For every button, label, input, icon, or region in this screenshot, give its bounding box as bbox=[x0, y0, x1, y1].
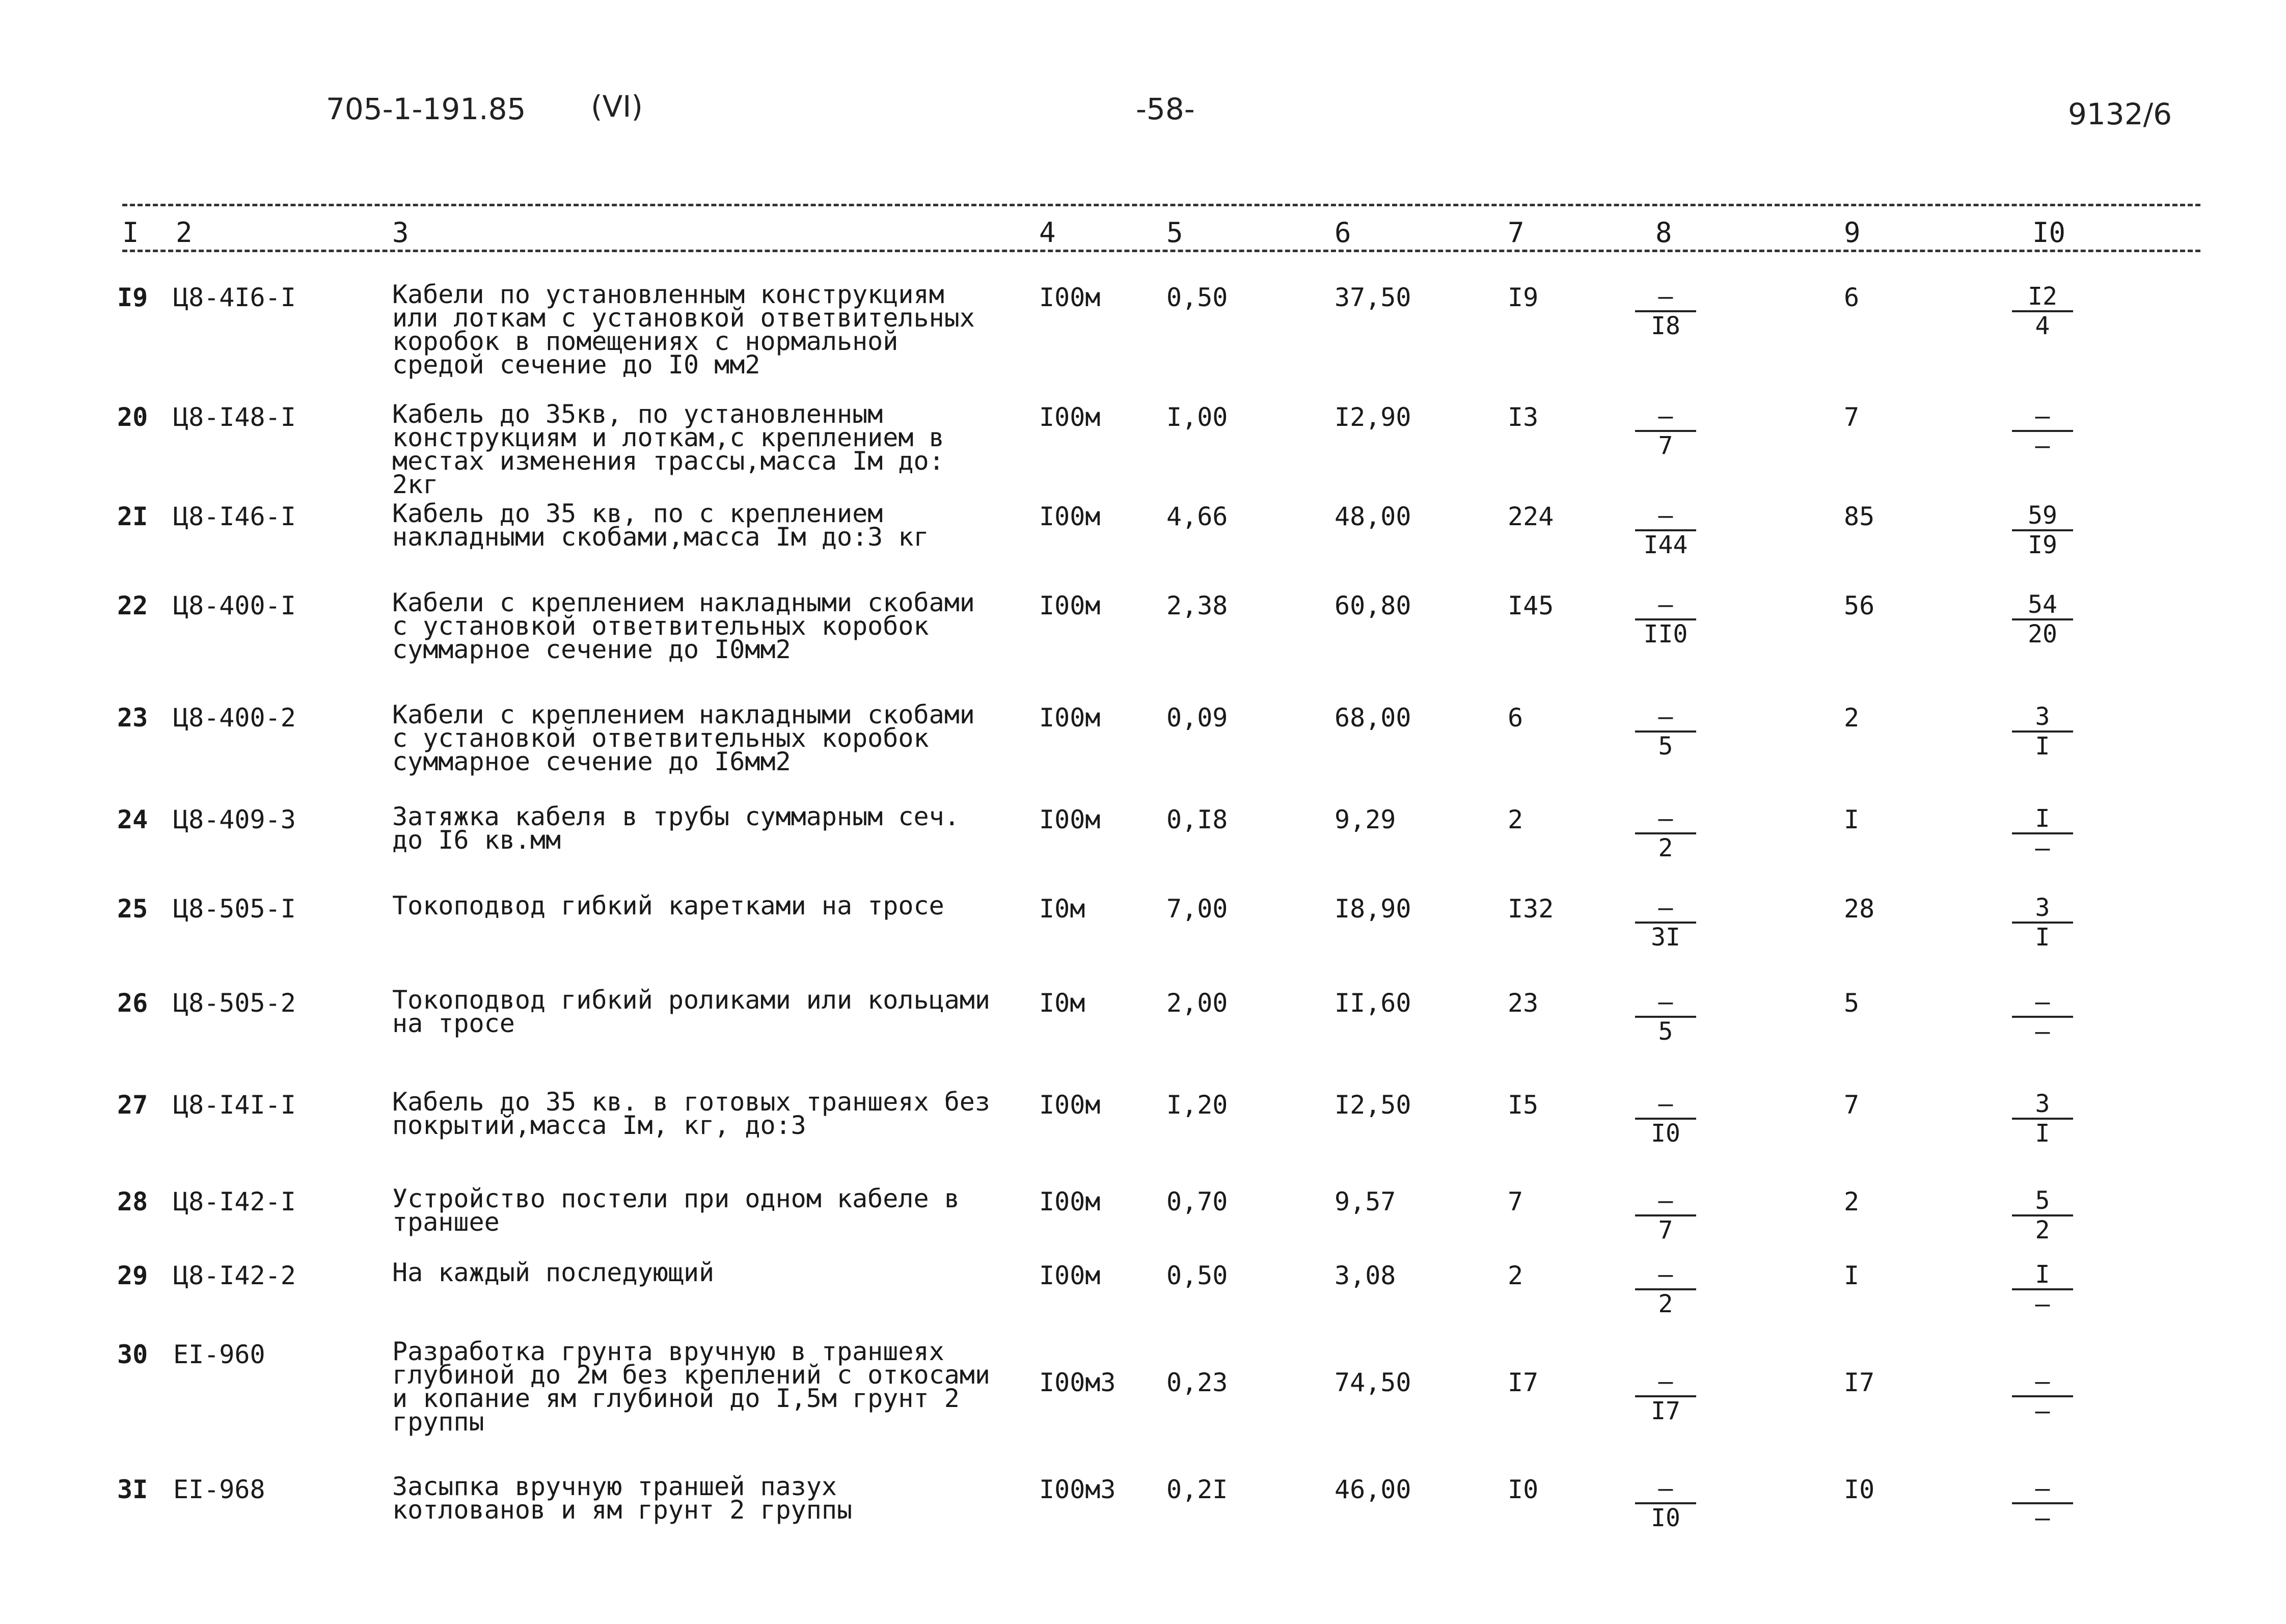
unit: I0м bbox=[1039, 988, 1085, 1018]
document-code: 705-1-191.85 bbox=[326, 92, 526, 126]
column-number: 7 bbox=[1508, 216, 1525, 249]
unit: I00м bbox=[1039, 1090, 1101, 1120]
row-number: 2I bbox=[117, 502, 148, 531]
total-cost: 224 bbox=[1508, 502, 1554, 531]
quantity: 4,66 bbox=[1166, 502, 1228, 531]
fraction-numerator: – bbox=[1635, 502, 1696, 531]
row-number: 23 bbox=[117, 703, 148, 733]
column-8-fraction bbox=[1635, 1187, 1696, 1244]
rate-code: Ц8-505-I bbox=[173, 894, 296, 924]
fraction-denominator: II0 bbox=[1643, 620, 1688, 648]
rate-code: Ц8-400-2 bbox=[173, 703, 296, 733]
fraction-numerator: – bbox=[1635, 988, 1696, 1018]
table-top-divider bbox=[122, 204, 2200, 206]
unit: I00м bbox=[1039, 402, 1101, 432]
column-8-fraction bbox=[1635, 591, 1696, 648]
column-10-fraction bbox=[2012, 1187, 2073, 1244]
unit: I0м bbox=[1039, 894, 1085, 924]
fraction-numerator: 54 bbox=[2012, 591, 2073, 620]
work-description: Кабели по установленным конструкциям или лоткам с установкой ответвительных коробок в помещениях с нормальной средой сечение до I0 мм2 bbox=[392, 280, 975, 380]
column-number: 4 bbox=[1039, 216, 1056, 249]
rate-code: Ц8-4I6-I bbox=[173, 283, 296, 312]
quantity: 7,00 bbox=[1166, 894, 1228, 924]
rate-code: Ц8-I48-I bbox=[173, 402, 296, 432]
rate-code: Ц8-505-2 bbox=[173, 988, 296, 1018]
column-number: I0 bbox=[2032, 216, 2066, 249]
column-8-fraction bbox=[1635, 283, 1696, 340]
column-9-value: I bbox=[1844, 1261, 1860, 1290]
fraction-denominator: 3I bbox=[1651, 923, 1680, 952]
fraction-numerator: 3 bbox=[2012, 1090, 2073, 1120]
fraction-denominator: 4 bbox=[2035, 312, 2050, 340]
unit: I00м3 bbox=[1039, 1475, 1116, 1504]
column-9-value: 85 bbox=[1844, 502, 1875, 531]
row-number: 26 bbox=[117, 988, 148, 1018]
unit-price: 9,29 bbox=[1335, 805, 1396, 834]
column-8-fraction bbox=[1635, 703, 1696, 760]
column-10-fraction bbox=[2012, 894, 2073, 951]
quantity: 0,2I bbox=[1166, 1475, 1228, 1504]
total-cost: I3 bbox=[1508, 402, 1539, 432]
fraction-numerator: 59 bbox=[2012, 502, 2073, 531]
quantity: 0,23 bbox=[1166, 1368, 1228, 1397]
fraction-denominator: – bbox=[2035, 1397, 2050, 1425]
fraction-numerator: I2 bbox=[2012, 283, 2073, 312]
quantity: 0,09 bbox=[1166, 703, 1228, 733]
fraction-numerator: – bbox=[1635, 1475, 1696, 1504]
unit-price: II,60 bbox=[1335, 988, 1411, 1018]
column-number: 3 bbox=[392, 216, 409, 249]
page-number: -58- bbox=[1136, 92, 1195, 126]
unit-price: 48,00 bbox=[1335, 502, 1411, 531]
work-description: Кабель до 35 кв. в готовых траншеях без покрытий,масса Iм, кг, до:3 bbox=[392, 1087, 990, 1140]
fraction-numerator: – bbox=[2012, 1368, 2073, 1397]
work-description: Кабель до 35 кв, по с креплением накладными скобами,масса Iм до:3 кг bbox=[392, 499, 929, 552]
total-cost: 6 bbox=[1508, 703, 1523, 733]
column-9-value: 7 bbox=[1844, 402, 1860, 432]
fraction-denominator: 20 bbox=[2028, 620, 2057, 648]
work-description: Кабели с креплением накладными скобами с установкой ответвительных коробок суммарное сечение до I0мм2 bbox=[392, 588, 975, 664]
fraction-numerator: – bbox=[1635, 591, 1696, 620]
rate-code: Ц8-400-I bbox=[173, 591, 296, 620]
column-10-fraction bbox=[2012, 1368, 2073, 1425]
column-9-value: I bbox=[1844, 805, 1860, 834]
fraction-denominator: 5 bbox=[1658, 732, 1673, 761]
work-description: Кабель до 35кв, по установленным конструкциям и лоткам,с креплением в местах изменения трассы,масса Iм до: 2кг bbox=[392, 399, 944, 499]
work-description: На каждый последующий bbox=[392, 1258, 715, 1287]
fraction-numerator: I bbox=[2012, 1261, 2073, 1290]
fraction-denominator: 7 bbox=[1658, 1216, 1673, 1244]
quantity: 0,50 bbox=[1166, 1261, 1228, 1290]
column-8-fraction bbox=[1635, 894, 1696, 951]
unit-price: 46,00 bbox=[1335, 1475, 1411, 1504]
quantity: 0,70 bbox=[1166, 1187, 1228, 1216]
work-description: Устройство постели при одном кабеле в траншее bbox=[392, 1184, 960, 1237]
work-description: Разработка грунта вручную в траншеях глубиной до 2м без креплений с откосами и копание ям глубиной до I,5м грунт 2 группы bbox=[392, 1337, 990, 1437]
unit-price: I8,90 bbox=[1335, 894, 1411, 924]
fraction-denominator: – bbox=[2035, 431, 2050, 460]
column-8-fraction bbox=[1635, 402, 1696, 459]
unit-price: 68,00 bbox=[1335, 703, 1411, 733]
fraction-numerator: – bbox=[2012, 402, 2073, 432]
fraction-denominator: I44 bbox=[1643, 531, 1688, 559]
column-10-fraction bbox=[2012, 402, 2073, 459]
fraction-denominator: 2 bbox=[1658, 834, 1673, 862]
total-cost: 2 bbox=[1508, 805, 1523, 834]
fraction-numerator: 3 bbox=[2012, 894, 2073, 924]
rate-code: EI-968 bbox=[173, 1475, 265, 1504]
column-9-value: 28 bbox=[1844, 894, 1875, 924]
column-number: 8 bbox=[1655, 216, 1672, 249]
column-10-fraction bbox=[2012, 591, 2073, 648]
unit-price: 37,50 bbox=[1335, 283, 1411, 312]
column-10-fraction bbox=[2012, 805, 2073, 862]
column-9-value: I7 bbox=[1844, 1368, 1875, 1397]
row-number: 22 bbox=[117, 591, 148, 620]
fraction-numerator: – bbox=[1635, 703, 1696, 733]
fraction-numerator: 5 bbox=[2012, 1187, 2073, 1216]
unit: I00м bbox=[1039, 1261, 1101, 1290]
fraction-numerator: – bbox=[1635, 1261, 1696, 1290]
total-cost: 7 bbox=[1508, 1187, 1523, 1216]
row-number: 25 bbox=[117, 894, 148, 924]
column-10-fraction bbox=[2012, 1475, 2073, 1532]
column-9-value: 2 bbox=[1844, 703, 1860, 733]
fraction-denominator: – bbox=[2035, 1017, 2050, 1046]
fraction-denominator: – bbox=[2035, 1290, 2050, 1318]
fraction-denominator: I7 bbox=[1651, 1397, 1680, 1425]
column-number: I bbox=[122, 216, 139, 249]
fraction-numerator: 3 bbox=[2012, 703, 2073, 733]
fraction-denominator: I8 bbox=[1651, 312, 1680, 340]
quantity: I,00 bbox=[1166, 402, 1228, 432]
fraction-numerator: I bbox=[2012, 805, 2073, 834]
column-9-value: I0 bbox=[1844, 1475, 1875, 1504]
unit: I00м3 bbox=[1039, 1368, 1116, 1397]
quantity: 0,50 bbox=[1166, 283, 1228, 312]
column-10-fraction bbox=[2012, 283, 2073, 340]
column-10-fraction bbox=[2012, 703, 2073, 760]
row-number: 20 bbox=[117, 402, 148, 432]
rate-code: Ц8-409-3 bbox=[173, 805, 296, 834]
total-cost: I9 bbox=[1508, 283, 1539, 312]
column-10-fraction bbox=[2012, 988, 2073, 1045]
rate-code: Ц8-I46-I bbox=[173, 502, 296, 531]
rate-code: EI-960 bbox=[173, 1340, 265, 1369]
column-number: 5 bbox=[1166, 216, 1183, 249]
fraction-denominator: 7 bbox=[1658, 431, 1673, 460]
work-description: Затяжка кабеля в трубы суммарным сеч. до I6 кв.мм bbox=[392, 802, 960, 855]
fraction-denominator: 2 bbox=[2035, 1216, 2050, 1244]
fraction-denominator: I bbox=[2035, 923, 2050, 952]
total-cost: 23 bbox=[1508, 988, 1539, 1018]
unit-price: I2,90 bbox=[1335, 402, 1411, 432]
unit-price: 74,50 bbox=[1335, 1368, 1411, 1397]
row-number: 3I bbox=[117, 1475, 148, 1504]
quantity: 2,38 bbox=[1166, 591, 1228, 620]
unit: I00м bbox=[1039, 703, 1101, 733]
row-number: 29 bbox=[117, 1261, 148, 1290]
column-number: 2 bbox=[176, 216, 193, 249]
unit: I00м bbox=[1039, 502, 1101, 531]
unit-price: I2,50 bbox=[1335, 1090, 1411, 1120]
fraction-numerator: – bbox=[1635, 402, 1696, 432]
total-cost: I45 bbox=[1508, 591, 1554, 620]
fraction-denominator: – bbox=[2035, 1504, 2050, 1532]
unit: I00м bbox=[1039, 591, 1101, 620]
row-number: 27 bbox=[117, 1090, 148, 1120]
column-10-fraction bbox=[2012, 1090, 2073, 1147]
column-9-value: 7 bbox=[1844, 1090, 1860, 1120]
fraction-numerator: – bbox=[1635, 805, 1696, 834]
total-cost: I7 bbox=[1508, 1368, 1539, 1397]
fraction-numerator: – bbox=[1635, 1090, 1696, 1120]
column-8-fraction bbox=[1635, 502, 1696, 559]
fraction-numerator: – bbox=[1635, 283, 1696, 312]
row-number: 24 bbox=[117, 805, 148, 834]
rate-code: Ц8-I42-I bbox=[173, 1187, 296, 1216]
unit-price: 9,57 bbox=[1335, 1187, 1396, 1216]
row-number: I9 bbox=[117, 283, 148, 312]
unit-price: 3,08 bbox=[1335, 1261, 1396, 1290]
unit-price: 60,80 bbox=[1335, 591, 1411, 620]
column-8-fraction bbox=[1635, 1261, 1696, 1318]
column-number: 9 bbox=[1844, 216, 1861, 249]
total-cost: 2 bbox=[1508, 1261, 1523, 1290]
total-cost: I32 bbox=[1508, 894, 1554, 924]
table-header-divider bbox=[122, 250, 2200, 252]
fraction-numerator: – bbox=[2012, 988, 2073, 1018]
fraction-denominator: 2 bbox=[1658, 1290, 1673, 1318]
column-8-fraction bbox=[1635, 1368, 1696, 1425]
work-description: Засыпка вручную траншей пазух котлованов и ям грунт 2 группы bbox=[392, 1472, 853, 1525]
fraction-numerator: – bbox=[1635, 1187, 1696, 1216]
volume-number: (VI) bbox=[591, 89, 643, 124]
column-8-fraction bbox=[1635, 988, 1696, 1045]
work-description: Кабели с креплением накладными скобами с установкой ответвительных коробок суммарное сечение до I6мм2 bbox=[392, 700, 975, 776]
column-8-fraction bbox=[1635, 1475, 1696, 1532]
column-9-value: 5 bbox=[1844, 988, 1860, 1018]
quantity: 0,I8 bbox=[1166, 805, 1228, 834]
unit: I00м bbox=[1039, 1187, 1101, 1216]
total-cost: I5 bbox=[1508, 1090, 1539, 1120]
fraction-denominator: – bbox=[2035, 834, 2050, 862]
row-number: 30 bbox=[117, 1340, 148, 1369]
quantity: 2,00 bbox=[1166, 988, 1228, 1018]
column-10-fraction bbox=[2012, 1261, 2073, 1318]
column-number: 6 bbox=[1335, 216, 1351, 249]
fraction-numerator: – bbox=[1635, 1368, 1696, 1397]
fraction-denominator: I0 bbox=[1651, 1119, 1680, 1148]
column-9-value: 2 bbox=[1844, 1187, 1860, 1216]
column-8-fraction bbox=[1635, 1090, 1696, 1147]
column-9-value: 6 bbox=[1844, 283, 1860, 312]
quantity: I,20 bbox=[1166, 1090, 1228, 1120]
fraction-numerator: – bbox=[1635, 894, 1696, 924]
fraction-denominator: I0 bbox=[1651, 1504, 1680, 1532]
fraction-denominator: 5 bbox=[1658, 1017, 1673, 1046]
work-description: Токоподвод гибкий каретками на тросе bbox=[392, 891, 944, 921]
unit: I00м bbox=[1039, 283, 1101, 312]
unit: I00м bbox=[1039, 805, 1101, 834]
column-10-fraction bbox=[2012, 502, 2073, 559]
total-cost: I0 bbox=[1508, 1475, 1539, 1504]
rate-code: Ц8-I4I-I bbox=[173, 1090, 296, 1120]
rate-code: Ц8-I42-2 bbox=[173, 1261, 296, 1290]
column-9-value: 56 bbox=[1844, 591, 1875, 620]
fraction-numerator: – bbox=[2012, 1475, 2073, 1504]
fraction-denominator: I9 bbox=[2028, 531, 2057, 559]
work-description: Токоподвод гибкий роликами или кольцами на тросе bbox=[392, 985, 990, 1038]
sheet-number: 9132/6 bbox=[2068, 97, 2172, 131]
fraction-denominator: I bbox=[2035, 1119, 2050, 1148]
row-number: 28 bbox=[117, 1187, 148, 1216]
fraction-denominator: I bbox=[2035, 732, 2050, 761]
column-8-fraction bbox=[1635, 805, 1696, 862]
